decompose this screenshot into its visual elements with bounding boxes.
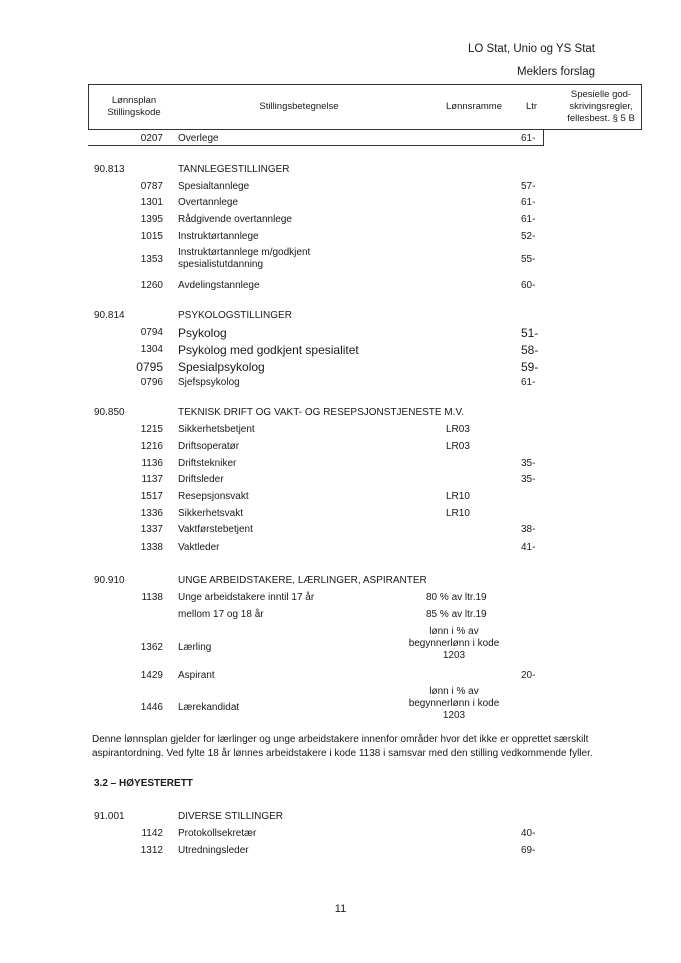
- row-title: Psykolog: [178, 326, 227, 340]
- row-title: Sikkerhetsvakt: [178, 508, 244, 519]
- row-code: 1336: [140, 508, 163, 519]
- col-header-ltr: Ltr: [525, 101, 538, 113]
- row-code: 1312: [140, 845, 163, 856]
- col-header-ramme: Lønnsramme: [446, 101, 502, 113]
- row-ltr: 51-: [521, 326, 539, 340]
- row-ltr: 20-: [521, 670, 536, 681]
- plan-code: 90.814: [94, 310, 125, 321]
- row-title: Psykolog med godkjent spesialitet: [178, 343, 359, 357]
- row-title: Instruktørtannlege: [178, 231, 259, 242]
- row-ltr: 61-: [521, 377, 536, 388]
- row-code: 1136: [141, 458, 163, 469]
- row-ltr: 61-: [521, 133, 536, 144]
- row-code: 1304: [140, 344, 163, 355]
- row-code: 1216: [140, 441, 163, 452]
- row-code: 1337: [140, 524, 163, 535]
- row-title: Spesialtannlege: [178, 181, 250, 192]
- row-ltr: 57-: [521, 181, 536, 192]
- row-code: 1446: [140, 702, 163, 713]
- plan-code: 90.910: [94, 575, 125, 586]
- row-ltr: 38-: [521, 524, 536, 535]
- row-code: 1260: [140, 280, 163, 291]
- plan-code: 90.850: [94, 407, 125, 418]
- row-title: Avdelingstannlege: [178, 280, 260, 291]
- section-heading: DIVERSE STILLINGER: [178, 811, 284, 822]
- row-ltr: 35-: [521, 458, 536, 469]
- table-header: [88, 84, 642, 130]
- row-title: mellom 17 og 18 år: [178, 609, 264, 620]
- row-title: Rådgivende overtannlege: [178, 214, 292, 225]
- row-title: Driftsoperatør: [178, 441, 240, 452]
- row-ramme: 80 % av ltr.19: [426, 592, 487, 603]
- row-ltr: 40-: [521, 828, 536, 839]
- row-code: 1137: [141, 474, 163, 485]
- row-code: 1138: [141, 592, 163, 603]
- row-title: Protokollsekretær: [178, 828, 257, 839]
- col-header-title: Stillingsbetegnelse: [259, 101, 339, 113]
- col-header-rules: Spesielle god-skrivingsregler, fellesbest. § 5 B: [567, 89, 635, 124]
- row-title: Vaktførstebetjent: [178, 524, 253, 535]
- row-code: 1362: [140, 642, 163, 653]
- row-title: Lærling: [178, 642, 212, 653]
- row-code: 1301: [140, 197, 163, 208]
- row-code: 1395: [140, 214, 163, 225]
- row-code: 1429: [140, 670, 163, 681]
- page-number: 11: [334, 903, 347, 915]
- footnote-paragraph: Denne lønnsplan gjelder for lærlinger og unge arbeidstakere innenfor områder hvor det ikke er opprettet særskilt aspirantordning. Ved fylte 18 år lønnes arbeidstakere i kode 1138 i samsvar med den stilling vedkommende fyller.: [92, 734, 593, 759]
- row-code: 1215: [140, 424, 163, 435]
- subheading: 3.2 – HØYESTERETT: [94, 778, 193, 789]
- col-header-plan: Lønnsplan Stillingskode: [107, 95, 161, 118]
- row-ltr: 52-: [521, 231, 536, 242]
- row-code: 1353: [140, 254, 163, 265]
- row-title: Spesialpsykolog: [178, 360, 265, 374]
- row-ltr: 41-: [521, 542, 536, 553]
- row-title: Aspirant: [178, 670, 215, 681]
- row-ltr: 55-: [521, 254, 536, 265]
- row-code: 1142: [141, 828, 163, 839]
- plan-code: 91.001: [94, 811, 125, 822]
- header-line-2: Meklers forslag: [517, 66, 595, 78]
- row-title: Utredningsleder: [178, 845, 249, 856]
- row-title: Unge arbeidstakere inntil 17 år: [178, 592, 315, 603]
- row-code: 0795: [136, 360, 163, 374]
- row-title: Sikkerhetsbetjent: [178, 424, 255, 435]
- row-ramme: LR10: [446, 508, 470, 519]
- row-ltr: 35-: [521, 474, 536, 485]
- row-code: 0207: [140, 133, 163, 144]
- row-ltr: 58-: [521, 343, 539, 357]
- row-code: 0796: [140, 377, 163, 388]
- row-code: 0794: [140, 327, 163, 338]
- row-code: 1015: [140, 231, 163, 242]
- row-title: Sjefspsykolog: [178, 377, 240, 388]
- section-heading: PSYKOLOGSTILLINGER: [178, 310, 292, 321]
- section-heading: TANNLEGESTILLINGER: [178, 164, 290, 175]
- row-title: Instruktørtannlege m/godkjent spesialistutdanning: [178, 247, 311, 270]
- row-ramme: LR10: [446, 491, 470, 502]
- row-code: 0787: [140, 181, 163, 192]
- plan-code: 90.813: [94, 164, 125, 175]
- row-divider: [88, 145, 544, 146]
- row-ramme: lønn i % av begynnerlønn i kode 1203: [408, 686, 500, 721]
- row-title: Resepsjonsvakt: [178, 491, 249, 502]
- table-divider: [543, 130, 544, 146]
- row-code: 1338: [140, 542, 163, 553]
- section-heading: TEKNISK DRIFT OG VAKT- OG RESEPSJONSTJENESTE M.V.: [178, 407, 464, 418]
- row-ltr: 61-: [521, 197, 536, 208]
- row-ltr: 69-: [521, 845, 536, 856]
- row-title: Driftstekniker: [178, 458, 237, 469]
- row-title: Lærekandidat: [178, 702, 240, 713]
- row-ltr: 61-: [521, 214, 536, 225]
- row-title: Driftsleder: [178, 474, 224, 485]
- row-title: Vaktleder: [178, 542, 220, 553]
- header-line-1: LO Stat, Unio og YS Stat: [468, 43, 595, 55]
- row-title: Overlege: [178, 133, 219, 144]
- row-ltr: 59-: [521, 360, 539, 374]
- section-heading: UNGE ARBEIDSTAKERE, LÆRLINGER, ASPIRANTER: [178, 575, 427, 586]
- row-code: 1517: [140, 491, 163, 502]
- row-ramme: LR03: [446, 441, 470, 452]
- row-ramme: LR03: [446, 424, 470, 435]
- row-ltr: 60-: [521, 280, 536, 291]
- row-ramme: lønn i % av begynnerlønn i kode 1203: [408, 626, 500, 661]
- row-title: Overtannlege: [178, 197, 239, 208]
- row-ramme: 85 % av ltr.19: [426, 609, 487, 620]
